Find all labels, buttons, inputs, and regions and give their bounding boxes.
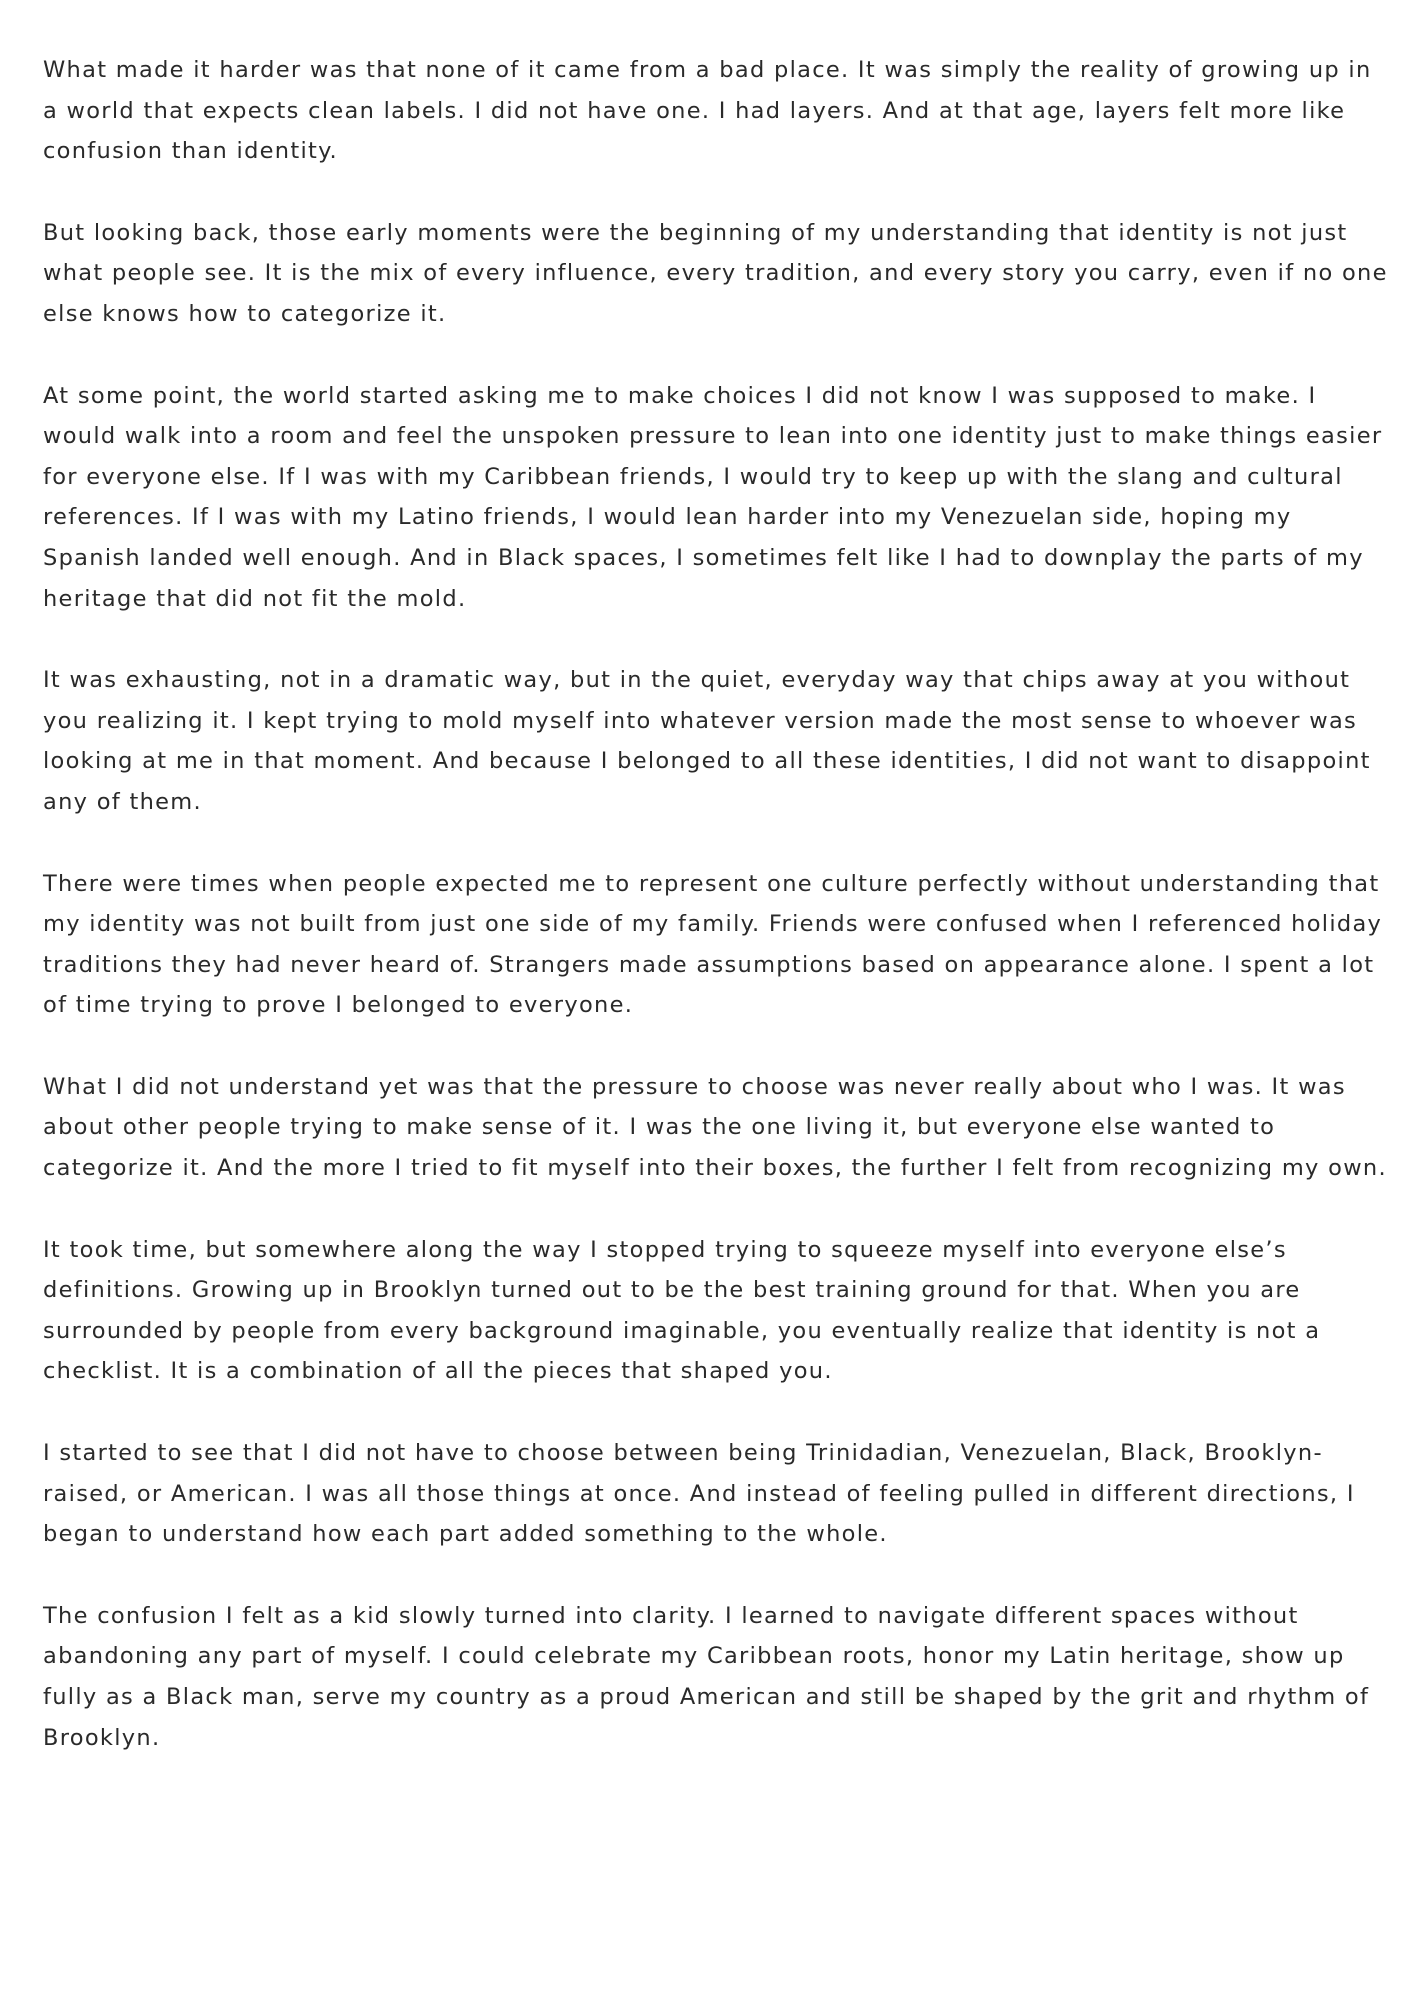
paragraph-8: I started to see that I did not have to choose between being Trinidadian, Venezuelan, Black, Brooklyn-raised, or American. I was all those things at once. And instead of feeling pulled in different directions, I began to understand how each part added something to the whole. — [43, 1440, 1355, 1548]
paragraph-5: There were times when people expected me to represent one culture perfectly without understanding that my identity was not built from just one side of my family. Friends were confused when I referenced holiday traditions they had never heard of. Strangers made assumptions based on appearance alone. I spent a lot of time trying to prove I belonged to everyone. — [43, 870, 1383, 1019]
document-body — [43, 50, 1388, 1799]
paragraph-2: But looking back, those early moments were the beginning of my understanding that identity is not just what people see. It is the mix of every influence, every tradition, and every story you carry, even if no one else knows how to categorize it. — [43, 219, 1388, 327]
paragraph-7: It took time, but somewhere along the way I stopped trying to squeeze myself into everyone else’s definitions. Growing up in Brooklyn turned out to be the best training ground for that. When you are surrounded by people from every background imaginable, you eventually realize that identity is not a checklist. It is a combination of all the pieces that shaped you. — [43, 1236, 1321, 1385]
paragraph-3: At some point, the world started asking me to make choices I did not know I was supposed to make. I would walk into a room and feel the unspoken pressure to lean into one identity just to make things easier for everyone else. If I was with my Caribbean friends, I would try to keep up with the slang and cultural references. If I was with my Latino friends, I would lean harder into my Venezuelan side, hoping my Spanish landed well enough. And in Black spaces, I sometimes felt like I had to downplay the parts of my heritage that did not fit the mold. — [43, 382, 1383, 612]
paragraph-6: What I did not understand yet was that the pressure to choose was never really about who I was. It was about other people trying to make sense of it. I was the one living it, but everyone else wanted to categorize it. And the more I tried to fit myself into their boxes, the further I felt from recognizing my own. — [43, 1073, 1387, 1182]
paragraph-1: What made it harder was that none of it came from a bad place. It was simply the reality of growing up in a world that expects clean labels. I did not have one. I had layers. And at that age, layers felt more like confusion than identity. — [43, 57, 1372, 165]
paragraph-4: It was exhausting, not in a dramatic way, but in the quiet, everyday way that chips away at you without you realizing it. I kept trying to mold myself into whatever version made the most sense to whoever was looking at me in that moment. And because I belonged to all these identities, I did not want to disappoint any of them. — [43, 667, 1371, 815]
paragraph-9: The confusion I felt as a kid slowly turned into clarity. I learned to navigate different spaces without abandoning any part of myself. I could celebrate my Caribbean roots, honor my Latin heritage, show up fully as a Black man, serve my country as a proud American and still be shaped by the grit and rhythm of Brooklyn. — [43, 1602, 1370, 1751]
